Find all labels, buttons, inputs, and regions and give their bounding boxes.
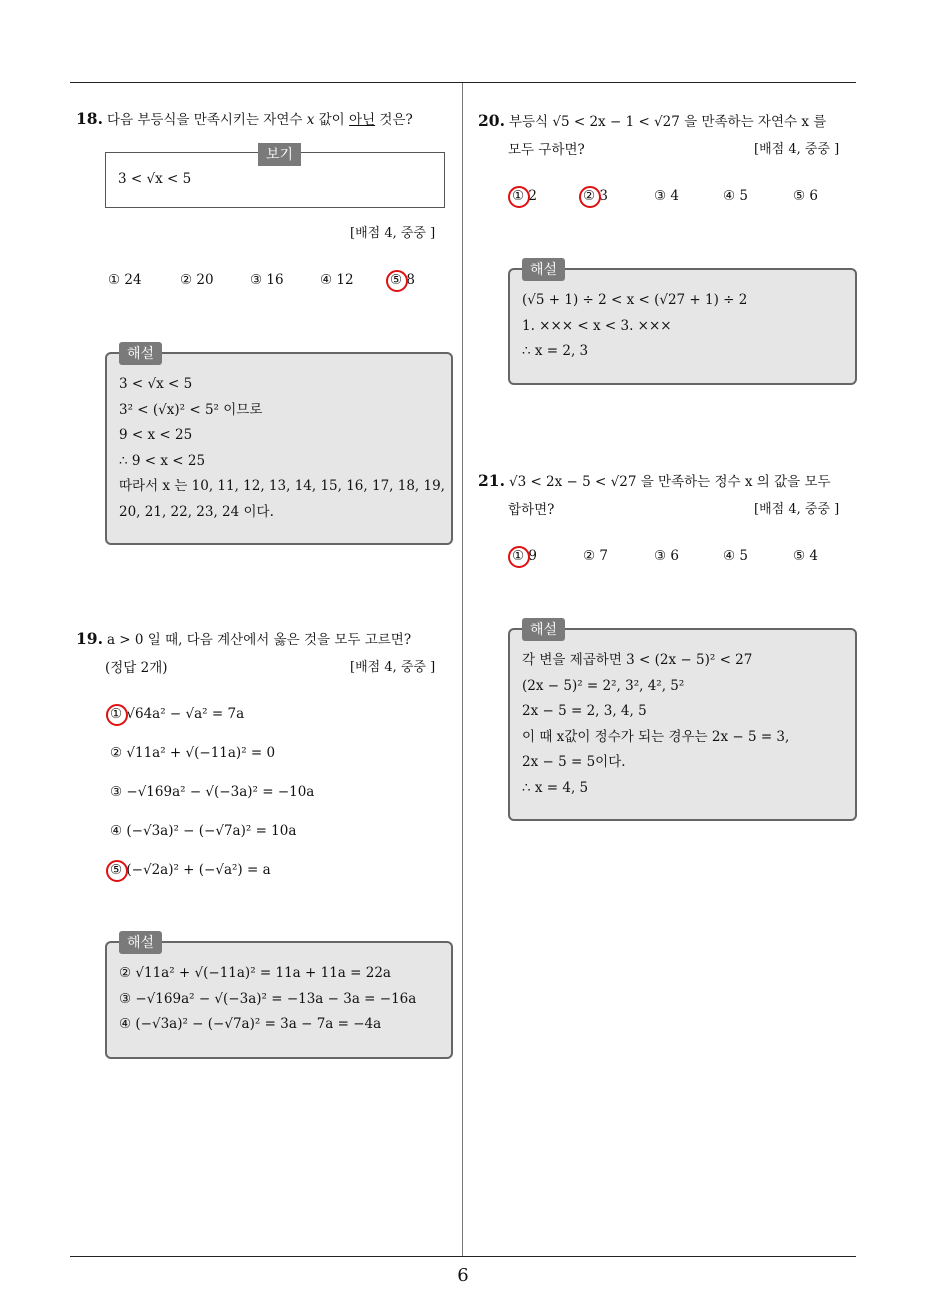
q21-stem: 21. √3 < 2x − 5 < √27 을 만족하는 정수 x 의 값을 모두 — [478, 471, 831, 490]
q21-choice-1[interactable]: ① 9 — [512, 548, 537, 564]
q20-solution-label: 해설 — [522, 258, 565, 281]
q18-choice-4[interactable]: ④ 12 — [320, 272, 354, 288]
answer-mark-circle — [508, 546, 530, 568]
q20-choice-5[interactable]: ⑤ 6 — [793, 188, 818, 204]
q19-stem: 19. a > 0 일 때, 다음 계산에서 옳은 것을 모두 고르면? — [76, 629, 412, 648]
answer-mark-circle — [386, 270, 408, 292]
q18-bogi-box — [105, 147, 445, 208]
q20-solution-box — [508, 262, 857, 385]
q20-solution-text: (√5 + 1) ÷ 2 < x < (√27 + 1) ÷ 2 1. ××× < x < 3. ××× ∴ x = 2, 3 — [522, 292, 748, 359]
q20-number: 20. — [478, 111, 505, 130]
q20-choice-2[interactable]: ② 3 — [583, 188, 608, 204]
q19-choice-5[interactable]: ⑤ (−√2a)² + (−√a²) = a — [110, 862, 271, 878]
q18-number: 18. — [76, 109, 103, 128]
q21-choice-5[interactable]: ⑤ 4 — [793, 548, 818, 564]
q19-choice-4[interactable]: ④ (−√3a)² − (−√7a)² = 10a — [110, 823, 297, 839]
q19-solution-text: ② √11a² + √(−11a)² = 11a + 11a = 22a ③ −√169a² − √(−3a)² = −13a − 3a = −16a ④ (−√3a)² − (−√7a)² = 3a − 7a = −4a — [119, 965, 417, 1032]
q19-choice-1[interactable]: ① √64a² − √a² = 7a — [110, 706, 245, 722]
q18-solution-label: 해설 — [119, 342, 162, 365]
bottom-rule — [70, 1256, 856, 1257]
q21-solution-box — [508, 622, 857, 821]
q18-bogi-label: 보기 — [258, 143, 301, 166]
q18-choice-2[interactable]: ② 20 — [180, 272, 214, 288]
q21-stem-line2: 합하면? — [508, 502, 555, 518]
q21-choice-4[interactable]: ④ 5 — [723, 548, 748, 564]
q20-stem-line2: 모두 구하면? — [508, 142, 585, 158]
q19-number: 19. — [76, 629, 103, 648]
q18-choice-5[interactable]: ⑤ 8 — [390, 272, 415, 288]
top-rule — [70, 82, 856, 83]
q18-choice-1[interactable]: ① 24 — [108, 272, 142, 288]
q20-choice-4[interactable]: ④ 5 — [723, 188, 748, 204]
q18-solution-text: 3 < √x < 5 3² < (√x)² < 5² 이므로 9 < x < 25 ∴ 9 < x < 25 따라서 x 는 10, 11, 12, 13, 14, 15, 16, 17, 18, 19, 20, 21, 22, 23, 24 이다. — [119, 376, 445, 520]
answer-mark-circle — [508, 186, 530, 208]
q18-bogi-expr: 3 < √x < 5 — [118, 171, 192, 187]
q20-choice-3[interactable]: ③ 4 — [654, 188, 679, 204]
q21-number: 21. — [478, 471, 505, 490]
q19-solution-box — [105, 935, 453, 1059]
q19-stem-line2: (정답 2개) — [105, 660, 168, 676]
q19-solution-label: 해설 — [119, 931, 162, 954]
q21-solution-text: 각 변을 제곱하면 3 < (2x − 5)² < 27 (2x − 5)² = 2², 3², 4², 5² 2x − 5 = 2, 3, 4, 5 이 때 x값이 정수가 되는 경우는 2x − 5 = 3, 2x − 5 = 5이다. ∴ x = 4, 5 — [522, 652, 790, 796]
q19-choice-2[interactable]: ② √11a² + √(−11a)² = 0 — [110, 745, 276, 761]
answer-mark-circle — [106, 704, 128, 726]
q18-points: [배점 4, 중중 ] — [350, 226, 436, 241]
q21-solution-label: 해설 — [522, 618, 565, 641]
q20-choice-1[interactable]: ① 2 — [512, 188, 537, 204]
column-divider — [462, 83, 463, 1256]
q18-underlined-word: 아닌 — [349, 112, 376, 128]
q20-points: [배점 4, 중중 ] — [754, 142, 840, 157]
page-number: 6 — [457, 1265, 469, 1286]
q19-points: [배점 4, 중중 ] — [350, 660, 436, 675]
answer-mark-circle — [579, 186, 601, 208]
q18-choice-3[interactable]: ③ 16 — [250, 272, 284, 288]
q21-choice-2[interactable]: ② 7 — [583, 548, 608, 564]
q20-stem: 20. 부등식 √5 < 2x − 1 < √27 을 만족하는 자연수 x 를 — [478, 111, 827, 130]
q18-stem: 18. 다음 부등식을 만족시키는 자연수 x 값이 아닌 것은? — [76, 109, 413, 128]
q19-choice-3[interactable]: ③ −√169a² − √(−3a)² = −10a — [110, 784, 315, 800]
answer-mark-circle — [106, 860, 128, 882]
q21-choice-3[interactable]: ③ 6 — [654, 548, 679, 564]
q18-solution-box — [105, 346, 453, 545]
q21-points: [배점 4, 중중 ] — [754, 502, 840, 517]
